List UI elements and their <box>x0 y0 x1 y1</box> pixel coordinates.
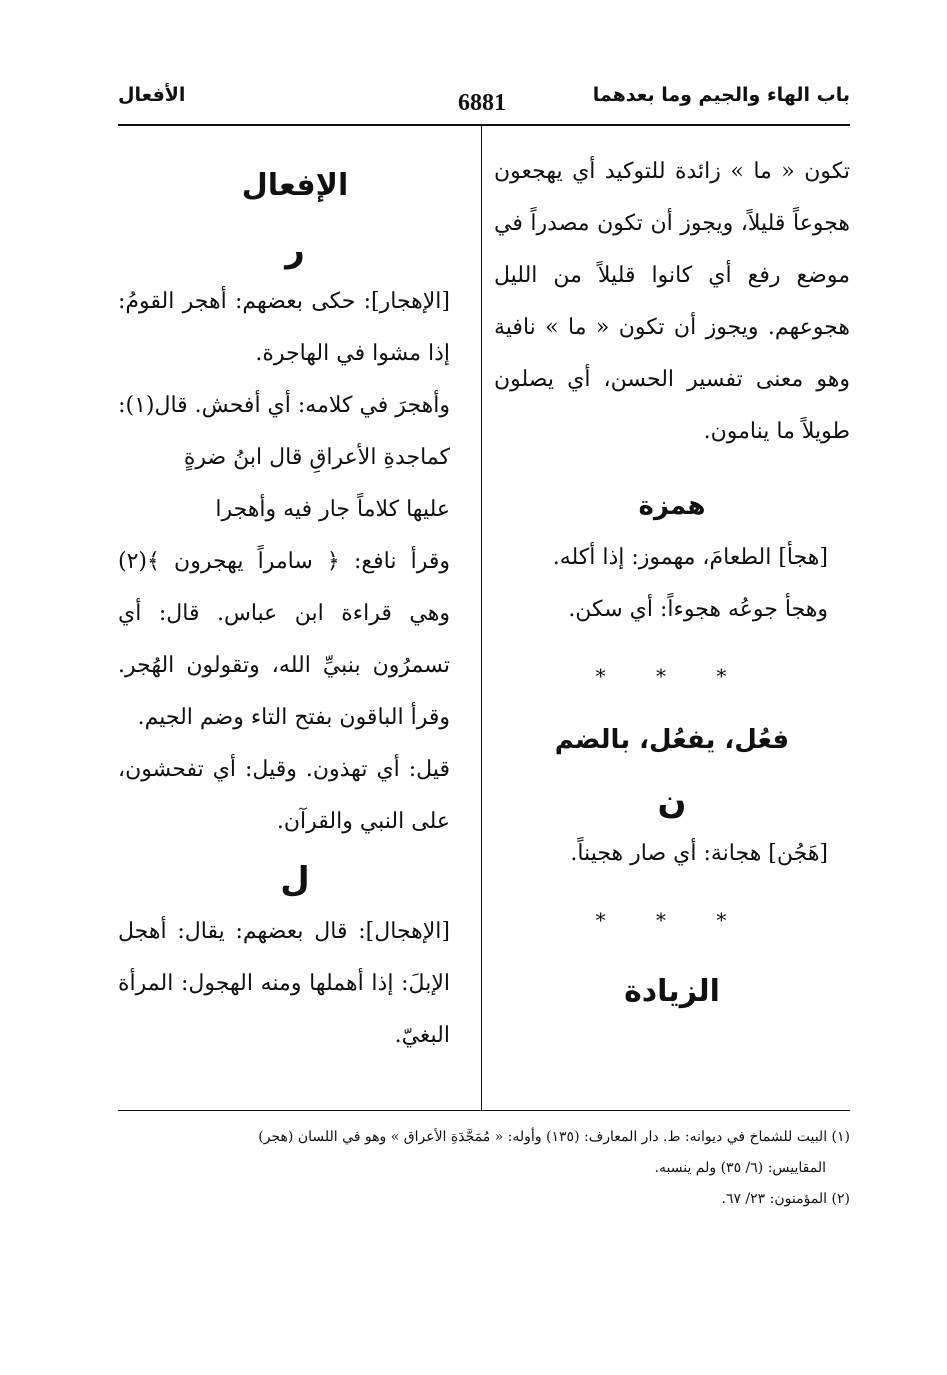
paragraph: قيل: أي تهذون. وقيل: أي تفحشون، على النبي والقرآن. <box>118 757 450 834</box>
footnote-rule <box>118 1110 850 1111</box>
verse-line: عليها كلاماً جار فيه وأهجرا <box>215 497 450 522</box>
section-heading-afal: الإفعال <box>241 168 349 203</box>
section-title: الأفعال <box>118 84 186 106</box>
paragraph: وأهجرَ في كلامه: أي أفحش. قال(١): <box>118 393 450 418</box>
letter-heading: ل <box>280 860 310 900</box>
section-separator: * * * <box>595 664 749 688</box>
footnote: (٢) المؤمنون: ٢٣/ ٦٧. <box>721 1191 850 1207</box>
section-separator: * * * <box>595 908 749 932</box>
section-heading-hamza: همزة <box>638 491 706 521</box>
column-divider <box>481 126 482 1111</box>
footnotes <box>118 1122 850 1215</box>
paragraph: [هجأ] الطعامَ، مهموز: إذا أكله. <box>552 545 828 570</box>
verse-line: كماجدةِ الأعراقِ قال ابنُ ضرةٍ <box>183 445 450 470</box>
paragraph: وهجأ جوعُه هجوءاً: أي سكن. <box>568 597 828 622</box>
paragraph: [الإهجار]: حكى بعضهم: أهجر القومُ: إذا مشوا في الهاجرة. <box>118 289 450 366</box>
left-column <box>118 146 472 1062</box>
right-column <box>494 146 850 1018</box>
footnote: (١) البيت للشماخ في ديوانه: ط. دار المعارف: (١٣٥) وأوله: « مُمَجَّدَةِ الأعراق » وهو في اللسان (هجر) <box>258 1129 850 1145</box>
paragraph: [هَجُن] هجانة: أي صار هجيناً. <box>570 841 828 866</box>
section-heading-ziyada: الزيادة <box>624 974 720 1009</box>
paragraph: وقرأ نافع: ﴿ سامراً يهجرون ﴾(٢) وهي قراءة ابن عباس. قال: أي تسمرُون بنبيِّ الله، وتقولون الهُجر. وقرأ الباقون بفتح التاء وضم الجيم. <box>118 549 450 730</box>
letter-heading: ن <box>657 782 687 822</box>
letter-heading: ر <box>285 230 305 270</box>
page-number: 6881 <box>458 90 506 116</box>
footnote-continuation: المقاييس: (٦/ ٣٥) ولم ينسبه. <box>654 1160 826 1176</box>
page-header <box>118 84 850 124</box>
paragraph: تكون « ما » زائدة للتوكيد أي يهجعون هجوعاً قليلاً، ويجوز أن تكون مصدراً في موضع رفع أي كانوا قليلاً من الليل هجوعهم. ويجوز أن تكون « ما » نافية وهو معنى تفسير الحسن، أي يصلون طويلاً ما ينامون. <box>494 159 850 444</box>
chapter-title: باب الهاء والجيم وما بعدهما <box>592 84 850 106</box>
section-heading-faul: فعُل، يفعُل، بالضم <box>554 725 790 755</box>
header-rule <box>118 124 850 126</box>
paragraph: [الإهجال]: قال بعضهم: يقال: أهجل الإبلَ: إذا أهملها ومنه الهجول: المرأة البغيّ. <box>118 919 450 1048</box>
